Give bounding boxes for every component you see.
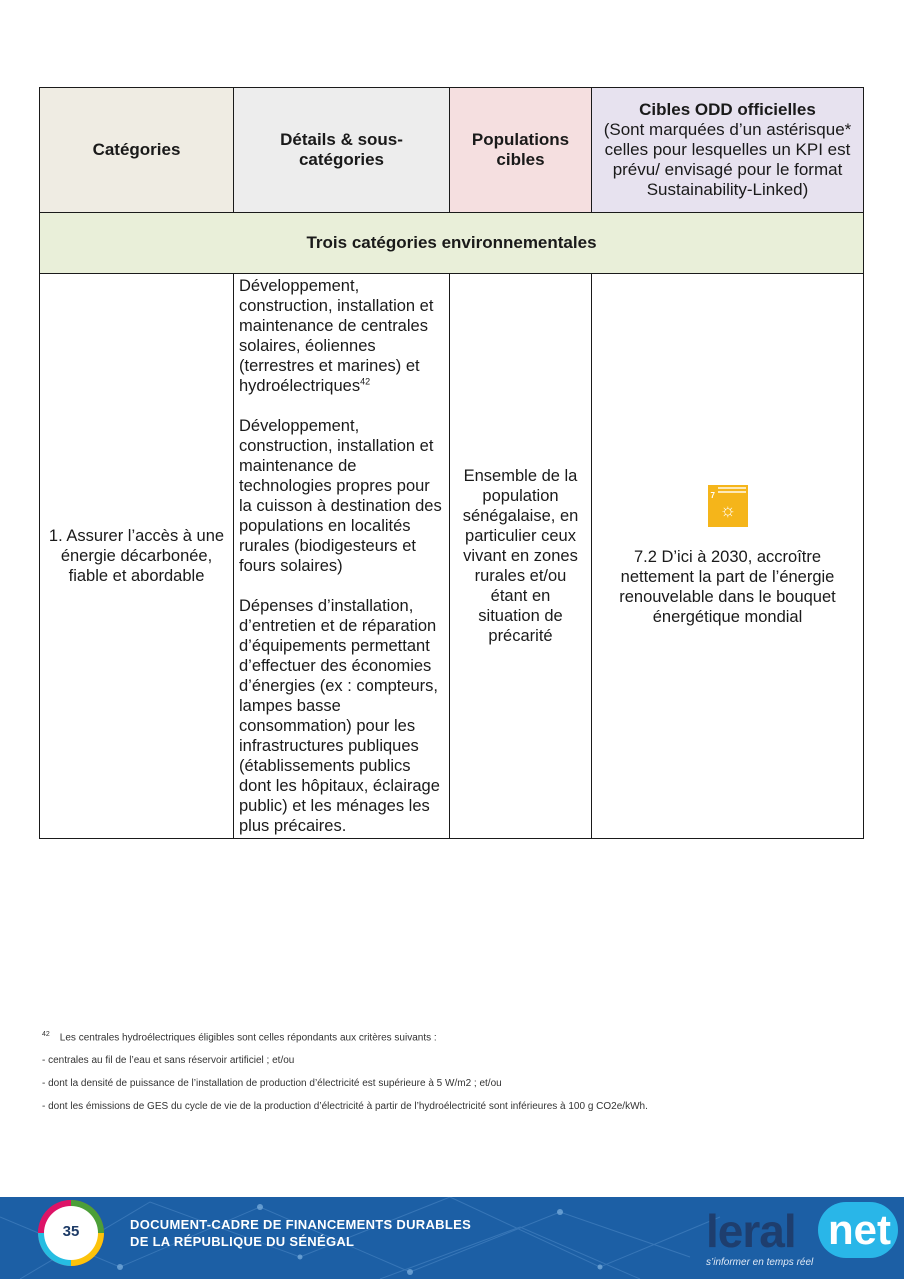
sdg-7-affordable-clean-energy-icon xyxy=(708,485,748,527)
header-odd-title: Cibles ODD officielles xyxy=(639,100,816,119)
document-title-line-2: DE LA RÉPUBLIQUE DU SÉNÉGAL xyxy=(130,1234,355,1249)
population-cell: Ensemble de la population sénégalaise, en particulier ceux vivant en zones rurales et/ou étant en situation de précarité xyxy=(450,274,592,839)
details-cell xyxy=(234,274,450,839)
odd-cell xyxy=(592,274,864,839)
table-header-row xyxy=(40,88,864,213)
header-details: Détails & sous-catégories xyxy=(234,88,450,213)
details-item-1-text: Développement, construction, installation et maintenance de centrales solaires, éoliennes (terrestres et marines) et hydroélectriques xyxy=(239,277,434,395)
odd-target-text: 7.2 D’ici à 2030, accroître nettement la part de l’énergie renouvelable dans le bouquet énergétique mondial xyxy=(619,548,836,626)
leral-net-logo xyxy=(700,1202,900,1276)
details-item-1 xyxy=(239,276,445,396)
page-number-badge xyxy=(44,1206,98,1260)
sdg-caption-lines xyxy=(718,487,746,497)
category-cell: 1. Assurer l’accès à une énergie décarbonée, fiable et abordable xyxy=(40,274,234,839)
page-number: 35 xyxy=(62,1223,80,1240)
logo-text-net: net xyxy=(828,1206,891,1253)
sun-icon: ☼ xyxy=(719,500,736,520)
header-odd-targets xyxy=(592,88,864,213)
document-title-line-1: DOCUMENT-CADRE DE FINANCEMENTS DURABLES xyxy=(130,1217,472,1232)
sdg-number: 7 xyxy=(710,491,715,500)
details-item-2: Développement, construction, installation et maintenance de technologies propres pour la cuisson à destination des populations en localités rurales (biodigesteurs et fours solaires) xyxy=(239,417,442,575)
logo-tagline: s’informer en temps réel xyxy=(706,1257,814,1268)
header-categories: Catégories xyxy=(40,88,234,213)
footnote-item: - dont les émissions de GES du cycle de vie de la production d’électricité à partir de l’hydroélectricité sont inférieures à 100 g CO2e/kWh. xyxy=(42,1101,648,1113)
section-title: Trois catégories environnementales xyxy=(40,213,864,274)
eligibility-table xyxy=(39,87,864,839)
document-title xyxy=(130,1216,471,1250)
footnote-item: - centrales au fil de l’eau et sans réservoir artificiel ; et/ou xyxy=(42,1055,295,1067)
footnotes xyxy=(42,1028,862,1123)
logo-text-leral: leral xyxy=(706,1205,796,1257)
header-odd-note: (Sont marquées d’un astérisque* celles pour lesquelles un KPI est prévu/ envisagé pour le format Sustainability-Linked) xyxy=(603,120,852,199)
footnote-number: 42 xyxy=(42,1031,50,1038)
page-footer xyxy=(0,1197,904,1279)
footnote-intro xyxy=(42,1028,862,1045)
footnote-ref: 42 xyxy=(360,376,371,387)
details-item-3: Dépenses d’installation, d’entretien et de réparation d’équipements permettant d’effectuer des économies d’énergies (ex : compteurs, lampes basse consommation) pour les infrastructures publiques (établissements publics dont les hôpitaux, éclairage public) et les ménages les plus précaires. xyxy=(239,597,440,835)
header-populations: Populations cibles xyxy=(450,88,592,213)
footnote-item: - dont la densité de puissance de l’installation de production d’électricité est supérieure à 5 W/m2 ; et/ou xyxy=(42,1078,502,1090)
table-row xyxy=(40,274,864,839)
footnote-intro-text: Les centrales hydroélectriques éligibles sont celles répondants aux critères suivants : xyxy=(59,1032,437,1044)
section-row xyxy=(40,213,864,274)
